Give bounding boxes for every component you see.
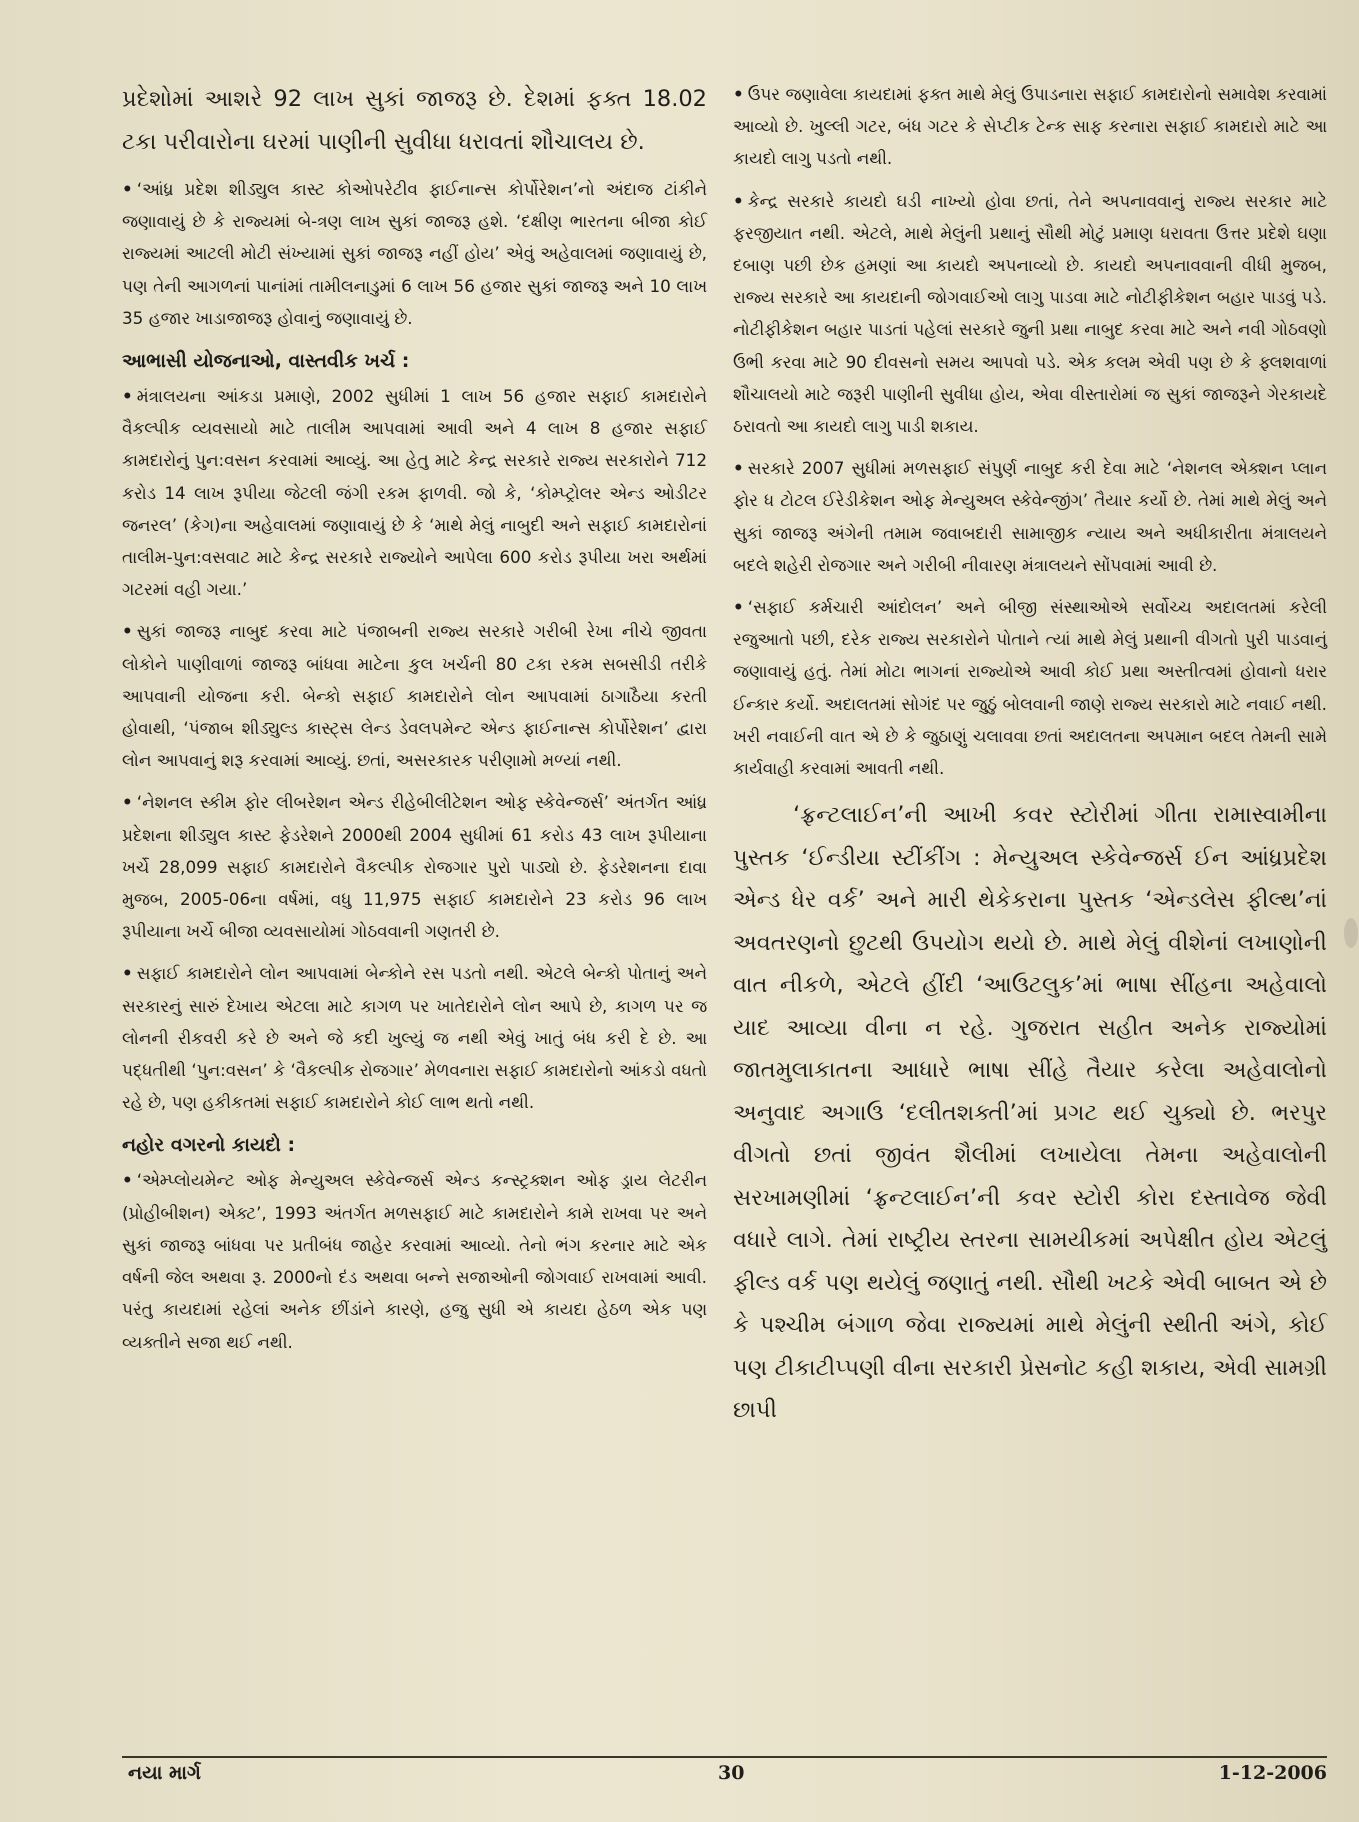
paragraph-text: કેન્દ્ર સરકારે કાયદો ઘડી નાખ્યો હોવા છતાં, તેને અપનાવવાનું રાજ્ય સરકાર માટે ફરજીયાત નથી. એટલે, માથે મેલુંની પ્રથાનું સૌથી મોટું પ્રમાણ ધરાવતા ઉત્તર પ્રદેશે ઘણા દબાણ પછી છેક હમણાં આ કાયદો અપનાવ્યો છે. કાયદો અપનાવવાની વીધી મુજબ, રાજ્ય સરકારે આ કાયદાની જોગવાઈઓ લાગુ પાડવા માટે નોટીફીકેશન બહાર પાડવું પડે. નોટીફીકેશન બહાર પાડતાં પહેલાં સરકારે જુની પ્રથા નાબુદ કરવા માટે અને નવી ગોઠવણો ઉભી કરવા માટે 90 દીવસનો સમય આપવો પડે. એક કલમ એવી પણ છે કે ફ્લશવાળાં શૌચાલયો માટે જરૂરી પાણીની સુવીધા હોય, એવા વીસ્તારોમાં જ સુકાં જાજરૂને ગેરકાયદે ઠરાવતો આ કાયદો લાગુ પાડી શકાય. <box>733 190 1327 437</box>
paragraph-text: મંત્રાલયના આંકડા પ્રમાણે, 2002 સુધીમાં 1 લાખ 56 હજાર સફાઈ કામદારોને વૈકલ્પીક વ્યવસાયો માટે તાલીમ આપવામાં આવી અને 4 લાખ 8 હજાર સફાઈ કામદારોનું પુન:વસન કરવામાં આવ્યું. આ હેતુ માટે કેન્દ્ર સરકારે રાજ્ય સરકારોને 712 કરોડ 14 લાખ રૂપીયા જેટલી જંગી રકમ ફાળવી. જો કે, ‘કોમ્પ્ટ્રોલર એન્ડ ઓડીટર જનરલ’ (કેગ)ના અહેવાલમાં જણાવાયું છે કે ‘માથે મેલું નાબુદી અને સફાઈ કામદારોનાં તાલીમ-પુન:વસવાટ માટે કેન્દ્ર સરકારે રાજ્યોને આપેલા 600 કરોડ રૂપીયા ખરા અર્થમાં ગટરમાં વહી ગયા.’ <box>122 386 707 600</box>
bullet-icon: • <box>733 84 744 104</box>
right-column <box>733 78 1327 1442</box>
paragraph <box>122 615 707 776</box>
bullet-icon: • <box>733 458 744 479</box>
intro-paragraph: પ્રદેશોમાં આશરે 92 લાખ સુકાં જાજરૂ છે. દેશમાં ફક્ત 18.02 ટકા પરીવારોના ઘરમાં પાણીની સુવીધા ધરાવતાં શૌચાલય છે. <box>122 86 707 155</box>
staple-mark <box>1344 918 1358 948</box>
bullet-icon: • <box>733 597 744 618</box>
paragraph <box>122 173 707 334</box>
paragraph <box>733 452 1327 581</box>
paragraph-text: ઉપર જણાવેલા કાયદામાં ફક્ત માથે મેલું ઉપાડનારા સફાઈ કામદારોનો સમાવેશ કરવામાં આવ્યો છે. ખુલ્લી ગટર, બંધ ગટર કે સેપ્ટીક ટેન્ક સાફ કરનારા સફાઈ કામદારો માટે આ કાયદો લાગુ પડતો નથી. <box>733 84 1327 169</box>
bullet-icon: • <box>122 1170 133 1191</box>
paragraph-text: ‘એમ્પ્લોયમેન્ટ ઓફ મેન્યુઅલ સ્કેવેન્જર્સ એન્ડ કન્સ્ટ્રક્શન ઓફ ડ્રાય લેટરીન (પ્રોહીબીશન) એક્ટ’, 1993 અંતર્ગત મળસફાઈ માટે કામદારોને કામે રાખવા પર અને સુકાં જાજરૂ બાંધવા પર પ્રતીબંધ જાહેર કરવામાં આવ્યો. તેનો ભંગ કરનાર માટે એક વર્ષની જેલ અથવા રૂ. 2000નો દંડ અથવા બન્ને સજાઓની જોગવાઈ રાખવામાં આવી. પરંતુ કાયદામાં રહેલાં અનેક છીંડાંને કારણે, હજુ સુધી એ કાયદા હેઠળ એક પણ વ્યક્તીને સજા થઈ નથી. <box>122 1170 707 1352</box>
magazine-name: નયા માર્ગ <box>128 1762 201 1784</box>
paragraph <box>733 591 1327 784</box>
paragraph <box>733 185 1327 443</box>
paragraph-text: સુકાં જાજરૂ નાબુદ કરવા માટે પંજાબની રાજ્ય સરકારે ગરીબી રેખા નીચે જીવતા લોકોને પાણીવાળાં જાજરૂ બાંધવા માટેના કુલ ખર્ચની 80 ટકા રકમ સબસીડી તરીકે આપવાની યોજના કરી. બેન્કો સફાઈ કામદારોને લોન આપવામાં ઠાગાઠૈયા કરતી હોવાથી, ‘પંજાબ શીડ્યુલ્ડ કાસ્ટ્સ લેન્ડ ડેવલપમેન્ટ એન્ડ ફાઈનાન્સ કોર્પોરેશન’ દ્વારા લોન આપવાનું શરૂ કરવામાં આવ્યું. છતાં, અસરકારક પરીણામો મળ્યાં નથી. <box>122 621 707 771</box>
paragraph <box>122 1164 707 1357</box>
paragraph-text: ‘સફાઈ કર્મચારી આંદોલન’ અને બીજી સંસ્થાઓએ સર્વોચ્ચ અદાલતમાં કરેલી રજુઆતો પછી, દરેક રાજ્ય સરકારોને પોતાને ત્યાં માથે મેલું પ્રથાની વીગતો પુરી પાડવાનું જણાવાયું હતું. તેમાં મોટા ભાગનાં રાજ્યોએ આવી કોઈ પ્રથા અસ્તીત્વમાં હોવાનો ધરાર ઈન્કાર કર્યો. અદાલતમાં સોગંદ પર જુઠું બોલવાની જાણે રાજ્ય સરકારો માટે નવાઈ નથી. ખરી નવાઈની વાત એ છે કે જુઠાણું ચલાવવા છતાં અદાલતના અપમાન બદલ તેમની સામે કાર્યવાહી કરવામાં આવતી નથી. <box>733 597 1327 779</box>
paragraph <box>122 786 707 947</box>
paragraph-text: સરકારે 2007 સુધીમાં મળસફાઈ સંપુર્ણ નાબુદ કરી દેવા માટે ‘નેશનલ એક્શન પ્લાન ફોર ધ ટોટલ ઈરેડીકેશન ઓફ મેન્યુઅલ સ્કેવેન્જીંગ’ તૈયાર કર્યો છે. તેમાં માથે મેલું અને સુકાં જાજરૂ અંગેની તમામ જવાબદારી સામાજીક ન્યાય અને અધીકારીતા મંત્રાલયને બદલે શહેરી રોજગાર અને ગરીબી નીવારણ મંત્રાલયને સોંપવામાં આવી છે. <box>733 458 1327 575</box>
paragraph <box>122 380 707 605</box>
closing-paragraph: ‘ફ્રન્ટલાઈન’ની આખી કવર સ્ટોરીમાં ગીતા રામાસ્વામીના પુસ્તક ‘ઈન્ડીયા સ્ટીંકીંગ : મેન્યુઅલ સ્કેવેન્જર્સ ઈન આંધ્રપ્રદેશ એન્ડ ધેર વર્ક’ અને મારી થેકેકરાના પુસ્તક ‘એન્ડલેસ ફીલ્થ’નાં અવતરણનો છુટથી ઉપયોગ થયો છે. માથે મેલું વીશેનાં લખાણોની વાત નીકળે, એટલે હીંદી ‘આઉટલુક’માં ભાષા સીંહના અહેવાલો યાદ આવ્યા વીના ન રહે. ગુજરાત સહીત અનેક રાજ્યોમાં જાતમુલાકાતના આધારે ભાષા સીંહે તૈયાર કરેલા અહેવાલોનો અનુવાદ અગાઉ ‘દલીતશક્તી’માં પ્રગટ થઈ ચુક્યો છે. ભરપુર વીગતો છતાં જીવંત શૈલીમાં લખાયેલા તેમના અહેવાલોની સરખામણીમાં ‘ફ્રન્ટલાઈન’ની કવર સ્ટોરી કોરા દસ્તાવેજ જેવી વધારે લાગે. તેમાં રાષ્ટ્રીય સ્તરના સામયીકમાં અપેક્ષીત હોય એટલું ફીલ્ડ વર્ક પણ થયેલું જણાતું નથી. સૌથી ખટકે એવી બાબત એ છે કે પશ્ચીમ બંગાળ જેવા રાજ્યમાં માથે મેલુંની સ્થીતી અંગે, કોઈ પણ ટીકાટીપ્પણી વીના સરકારી પ્રેસનોટ કહી શકાય, એવી સામગ્રી છાપી <box>733 802 1327 1424</box>
bullet-icon: • <box>122 792 133 813</box>
bullet-icon: • <box>733 190 744 211</box>
issue-date: 1-12-2006 <box>1218 1762 1327 1784</box>
paragraph <box>733 78 1327 175</box>
paragraph-text: ‘નેશનલ સ્કીમ ફોર લીબરેશન એન્ડ રીહેબીલીટેશન ઓફ સ્કેવેન્જર્સ’ અંતર્ગત આંધ્ર પ્રદેશના શીડ્યુલ કાસ્ટ ફેડરેશને 2000થી 2004 સુધીમાં 61 કરોડ 43 લાખ રૂપીયાના ખર્ચે 28,099 સફાઈ કામદારોને વૈકલ્પીક રોજગાર પુરો પાડ્યો છે. ફેડરેશનના દાવા મુજબ, 2005-06ના વર્ષમાં, વધુ 11,975 સફાઈ કામદારોને 23 કરોડ 96 લાખ રૂપીયાના ખર્ચે બીજા વ્યવસાયોમાં ગોઠવવાની ગણતરી છે. <box>122 792 707 942</box>
section-heading: આભાસી યોજનાઓ, વાસ્તવીક ખર્ચ : <box>122 350 410 373</box>
bullet-icon: • <box>122 179 133 199</box>
left-column <box>122 78 707 1368</box>
page-footer <box>122 1756 1327 1788</box>
paragraph-text: ‘આંધ્ર પ્રદેશ શીડ્યુલ કાસ્ટ કોઓપરેટીવ ફાઈનાન્સ કોર્પોરેશન’નો અંદાજ ટાંકીને જણાવાયું છે કે રાજ્યમાં બે-ત્રણ લાખ સુકાં જાજરૂ હશે. ‘દક્ષીણ ભારતના બીજા કોઈ રાજ્યમાં આટલી મોટી સંખ્યામાં સુકાં જાજરૂ નહીં હોય’ એવું અહેવાલમાં જણાવાયું છે, પણ તેની આગળનાં પાનાંમાં તામીલનાડુમાં 6 લાખ 56 હજાર સુકાં જાજરૂ અને 10 લાખ 35 હજાર ખાડાજાજરૂ હોવાનું જણાવાયું છે. <box>122 179 707 328</box>
section-heading: નહોર વગરનો કાયદો : <box>122 1134 296 1157</box>
bullet-icon: • <box>122 963 133 984</box>
page-number: 30 <box>718 1762 745 1784</box>
bullet-icon: • <box>122 621 133 642</box>
paragraph-text: સફાઈ કામદારોને લોન આપવામાં બેન્કોને રસ પડતો નથી. એટલે બેન્કો પોતાનું અને સરકારનું સારું દેખાય એટલા માટે કાગળ પર ખાતેદારોને લોન આપે છે, કાગળ પર જ લોનની રીકવરી કરે છે અને જે કદી ખુલ્યું જ નથી એવું ખાતું બંધ કરી દે છે. આ પદ્ધતીથી ‘પુન:વસન’ કે ‘વૈકલ્પીક રોજગાર’ મેળવનારા સફાઈ કામદારોનો આંકડો વધતો રહે છે, પણ હકીકતમાં સફાઈ કામદારોને કોઈ લાભ થતો નથી. <box>122 963 707 1113</box>
paragraph <box>122 957 707 1118</box>
bullet-icon: • <box>122 386 133 407</box>
